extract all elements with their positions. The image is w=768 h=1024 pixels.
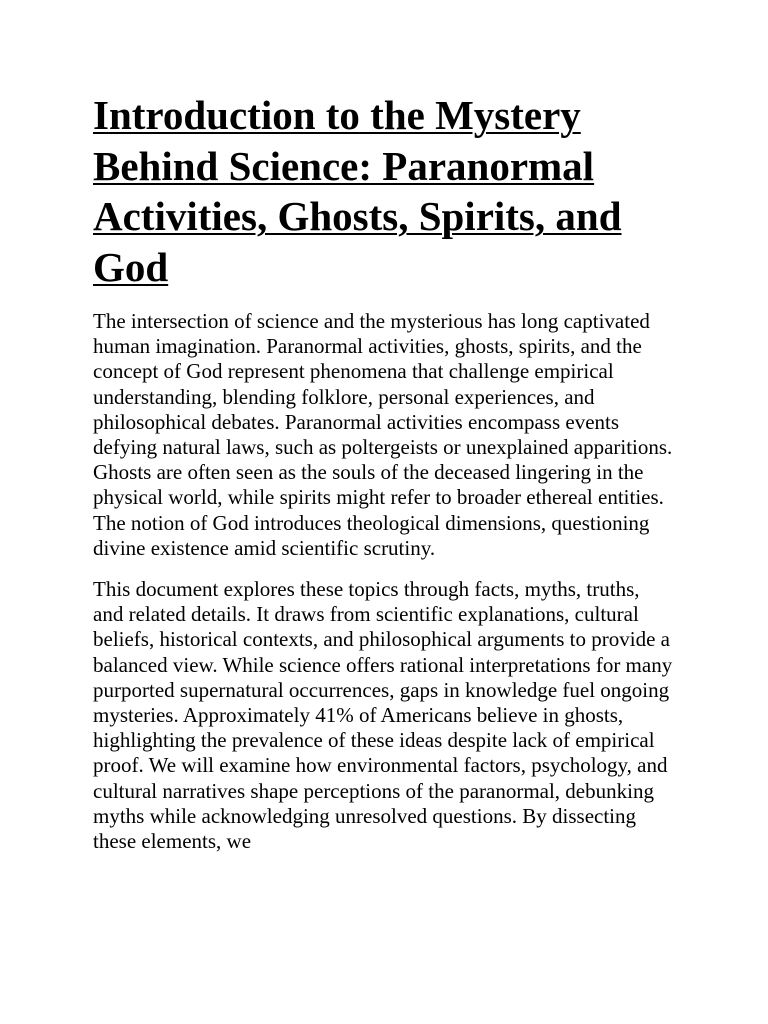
paragraph-intro: The intersection of science and the mysterious has long captivated human imagination. Paranormal activities, ghosts, spirits, and the concept of God represent phenomena that challenge empirical understanding, blending folklore, personal experiences, and philosophical debates. Paranormal activities encompass events defying natural laws, such as poltergeists or unexplained apparitions. Ghosts are often seen as the souls of the deceased lingering in the physical world, while spirits might refer to broader ethereal entities. The notion of God introduces theological dimensions, questioning divine existence amid scientific scrutiny. xyxy=(93,309,673,560)
paragraph-overview: This document explores these topics through facts, myths, truths, and related details. It draws from scientific explanations, cultural beliefs, historical contexts, and philosophical arguments to provide a balanced view. While science offers rational interpretations for many purported supernatural occurrences, gaps in knowledge fuel ongoing mysteries. Approximately 41% of Americans believe in ghosts, highlighting the prevalence of these ideas despite lack of empirical proof. We will examine how environmental factors, psychology, and cultural narratives shape perceptions of the paranormal, debunking myths while acknowledging unresolved questions. By dissecting these elements, we xyxy=(93,577,673,854)
document-title: Introduction to the Mystery Behind Science: Paranormal Activities, Ghosts, Spirits, and God xyxy=(93,92,622,290)
document-body xyxy=(93,90,673,854)
